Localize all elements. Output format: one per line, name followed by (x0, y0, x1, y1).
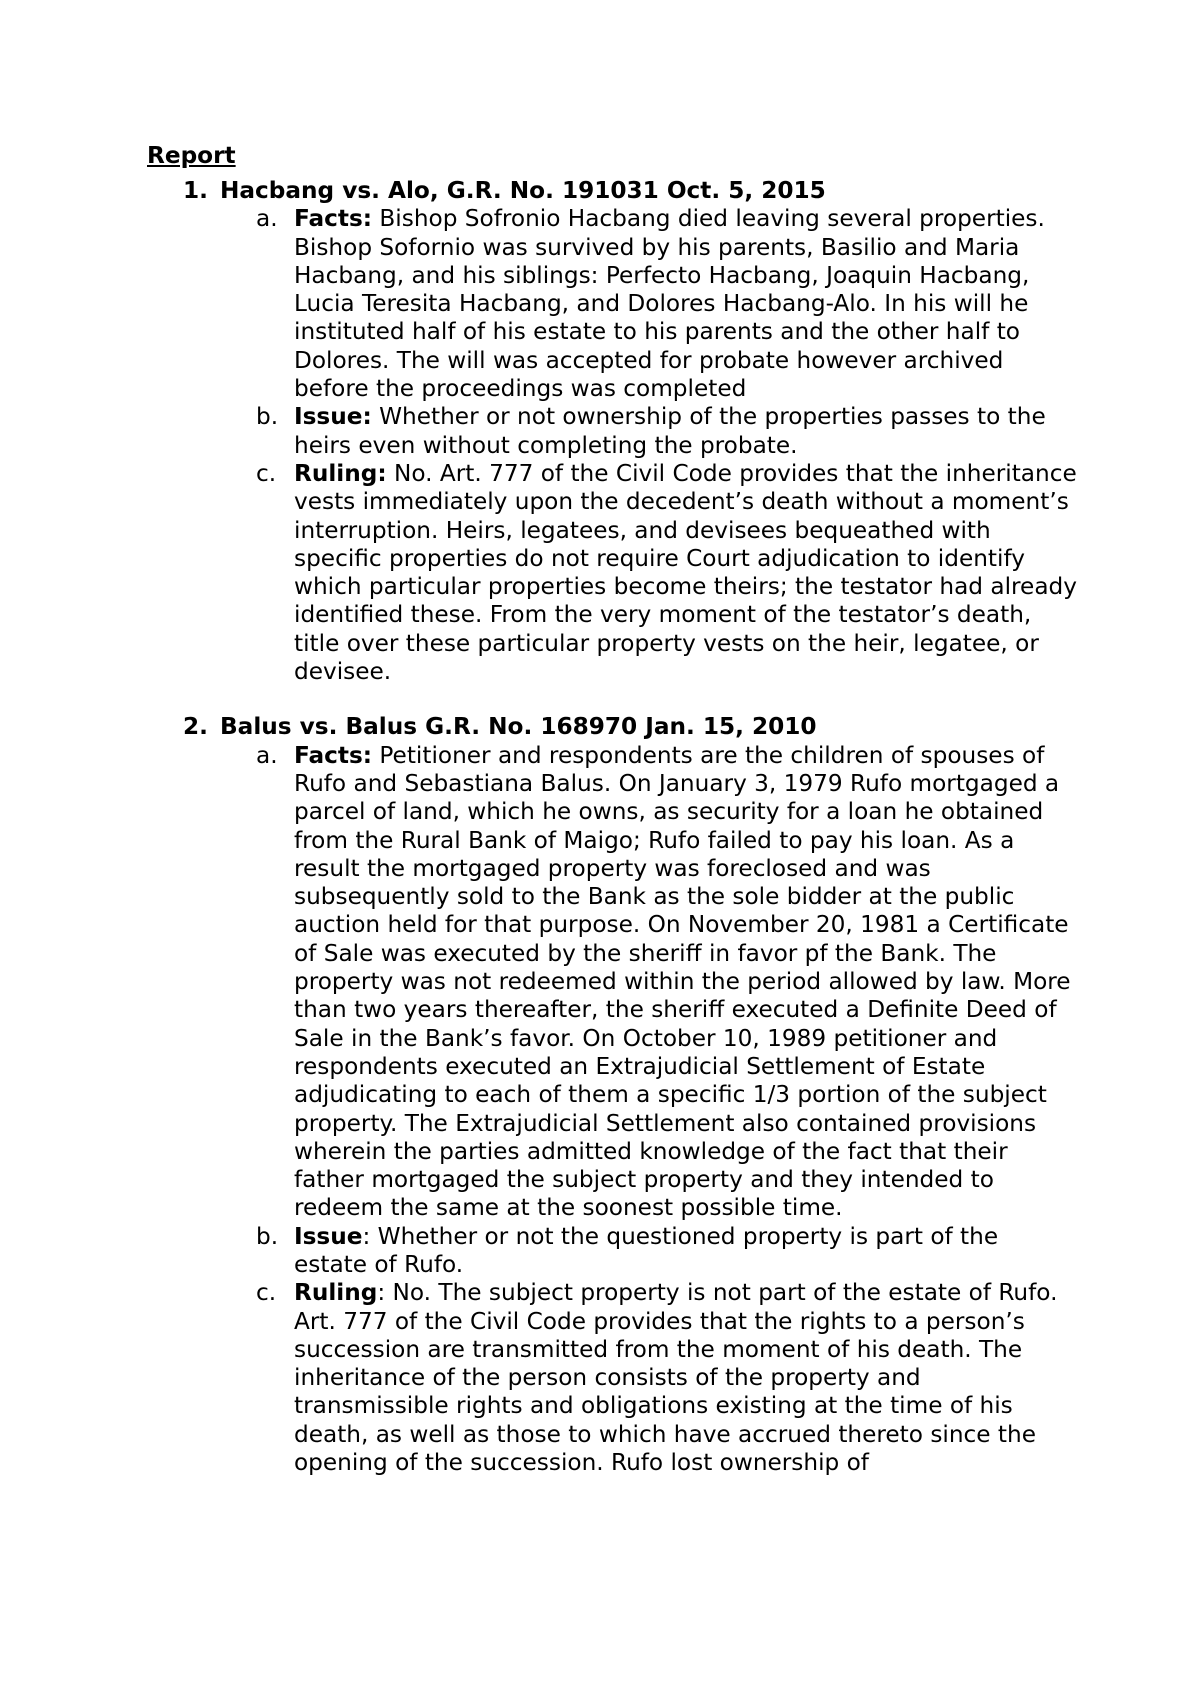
section-label: Facts: (294, 205, 373, 233)
section-label: Issue: (294, 403, 372, 431)
section-letter: a. (256, 205, 278, 233)
case-item (147, 713, 1077, 1477)
case-section-issue (220, 403, 1077, 460)
section-label: Ruling (294, 1279, 378, 1307)
case-item (147, 177, 1077, 686)
section-text: Petitioner and respondents are the children of spouses of Rufo and Sebastiana Balus. On January 3, 1979 Rufo mortgaged a parcel of land, which he owns, as security for a loan he obtained from the Rural Bank of Maigo; Rufo failed to pay his loan. As a result the mortgaged property was foreclosed and was subsequently sold to the Bank as the sole bidder at the public auction held for that purpose. On November 20, 1981 a Certificate of Sale was executed by the sheriff in favor pf the Bank. The property was not redeemed within the period allowed by law. More than two years thereafter, the sheriff executed a Definite Deed of Sale in the Bank’s favor. On October 10, 1989 petitioner and respondents executed an Extrajudicial Settlement of Estate adjudicating to each of them a specific 1/3 portion of the subject property. The Extrajudicial Settlement also contained provisions wherein the parties admitted knowledge of the fact that their father mortgaged the subject property and they intended to redeem the same at the soonest possible time. (294, 741, 1071, 1222)
case-number: 2. (183, 713, 208, 741)
case-section-ruling (220, 460, 1077, 686)
case-title: Hacbang vs. Alo, G.R. No. 191031 Oct. 5, 2015 (220, 177, 826, 204)
section-label: Ruling: (294, 459, 387, 487)
case-section-issue (220, 1223, 1077, 1280)
section-text: Bishop Sofronio Hacbang died leaving several properties. Bishop Sofornio was survived by his parents, Basilio and Maria Hacbang, and his siblings: Perfecto Hacbang, Joaquin Hacbang, Lucia Teresita Hacbang, and Dolores Hacbang-Alo. In his will he instituted half of his estate to his parents and the other half to Dolores. The will was accepted for probate however archived before the proceedings was completed (294, 205, 1045, 403)
report-title: Report (147, 142, 236, 169)
section-letter: b. (256, 403, 279, 431)
section-text: Whether or not ownership of the properties passes to the heirs even without completing the probate. (294, 403, 1046, 459)
section-text: : No. The subject property is not part of the estate of Rufo. Art. 777 of the Civil Code provides that the rights to a person’s succession are transmitted from the moment of his death. The inheritance of the person consists of the property and transmissible rights and obligations existing at the time of his death, as well as those to which have accrued thereto since the opening of the succession. Rufo lost ownership of (294, 1279, 1058, 1477)
case-number: 1. (183, 177, 208, 204)
case-section-ruling (220, 1279, 1077, 1477)
section-letter: a. (256, 741, 278, 769)
case-title: Balus vs. Balus G.R. No. 168970 Jan. 15, 2010 (220, 713, 817, 741)
case-section-facts (220, 205, 1077, 403)
section-text: : Whether or not the questioned property is part of the estate of Rufo. (294, 1222, 999, 1278)
section-label: Facts: (294, 741, 373, 769)
section-letter: b. (256, 1222, 279, 1250)
section-label: Issue (294, 1222, 363, 1250)
section-letter: c. (256, 1279, 277, 1307)
section-text: No. Art. 777 of the Civil Code provides that the inheritance vests immediately upon the decedent’s death without a moment’s interruption. Heirs, legatees, and devisees bequeathed with specific properties do not require Court adjudication to identify which particular properties become theirs; the testator had already identified these. From the very moment of the testator’s death, title over these particular property vests on the heir, legatee, or devisee. (294, 459, 1077, 686)
section-letter: c. (256, 459, 277, 487)
document-body (147, 142, 1077, 1477)
case-section-facts (220, 742, 1077, 1223)
